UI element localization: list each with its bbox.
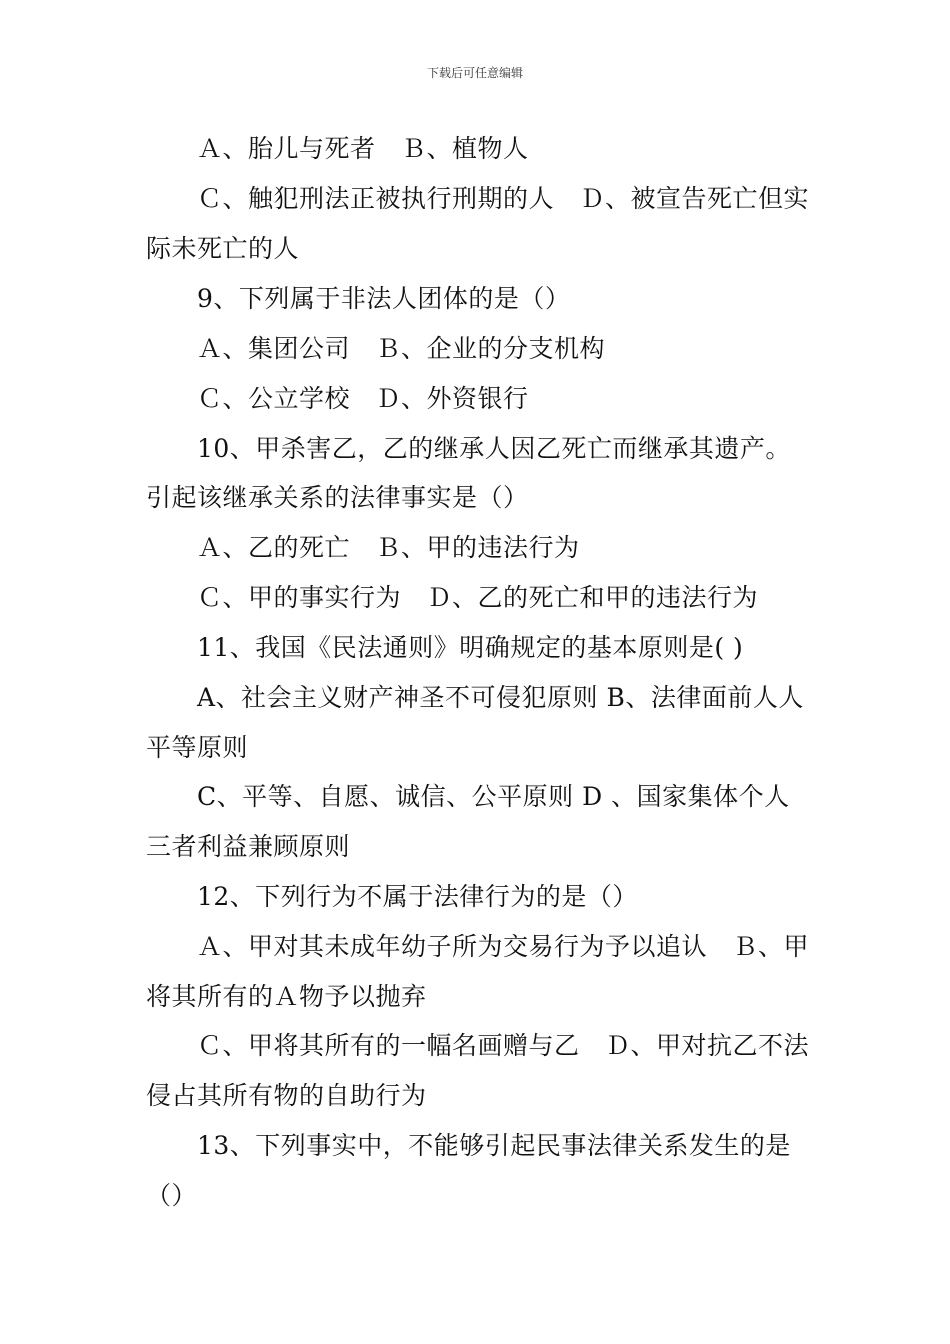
text-line: Ｃ、甲的事实行为 Ｄ、乙的死亡和甲的违法行为 bbox=[197, 583, 759, 612]
page-header: 下载后可任意编辑 bbox=[426, 66, 523, 80]
text-line: C、平等、自愿、诚信、公平原则 D 、国家集体个人 bbox=[197, 782, 790, 811]
text-line: 侵占其所有物的自助行为 bbox=[146, 1081, 427, 1110]
text-line: Ａ、乙的死亡 Ｂ、甲的违法行为 bbox=[197, 533, 580, 562]
text-line: Ａ、胎儿与死者 Ｂ、植物人 bbox=[197, 134, 529, 163]
text-line: Ｃ、甲将其所有的一幅名画赠与乙 Ｄ、甲对抗乙不法 bbox=[197, 1031, 810, 1060]
text-line: 9、下列属于非法人团体的是（） bbox=[197, 284, 571, 313]
text-line: Ａ、甲对其未成年幼子所为交易行为予以追认 Ｂ、甲 bbox=[197, 932, 810, 961]
text-line: 12、下列行为不属于法律行为的是（） bbox=[197, 882, 638, 911]
text-line: Ｃ、触犯刑法正被执行刑期的人 Ｄ、被宣告死亡但实 bbox=[197, 184, 810, 213]
text-line: 三者利益兼顾原则 bbox=[146, 832, 351, 861]
text-line: A、社会主义财产神圣不可侵犯原则 B、法律面前人人 bbox=[197, 683, 804, 712]
text-line: 将其所有的Ａ物予以抛弃 bbox=[146, 982, 427, 1011]
text-line: 11、我国《民法通则》明确规定的基本原则是( ) bbox=[197, 633, 744, 662]
text-line: Ａ、集团公司 Ｂ、企业的分支机构 bbox=[197, 334, 606, 363]
text-line: 10、甲杀害乙，乙的继承人因乙死亡而继承其遗产。 bbox=[197, 434, 791, 463]
text-line: 引起该继承关系的法律事实是（） bbox=[146, 483, 529, 512]
text-line: 平等原则 bbox=[146, 733, 249, 762]
text-line: （） bbox=[146, 1181, 198, 1210]
text-line: 13、下列事实中，不能够引起民事法律关系发生的是 bbox=[197, 1131, 791, 1160]
text-line: Ｃ、公立学校 Ｄ、外资银行 bbox=[197, 384, 529, 413]
text-line: 际未死亡的人 bbox=[146, 234, 300, 263]
